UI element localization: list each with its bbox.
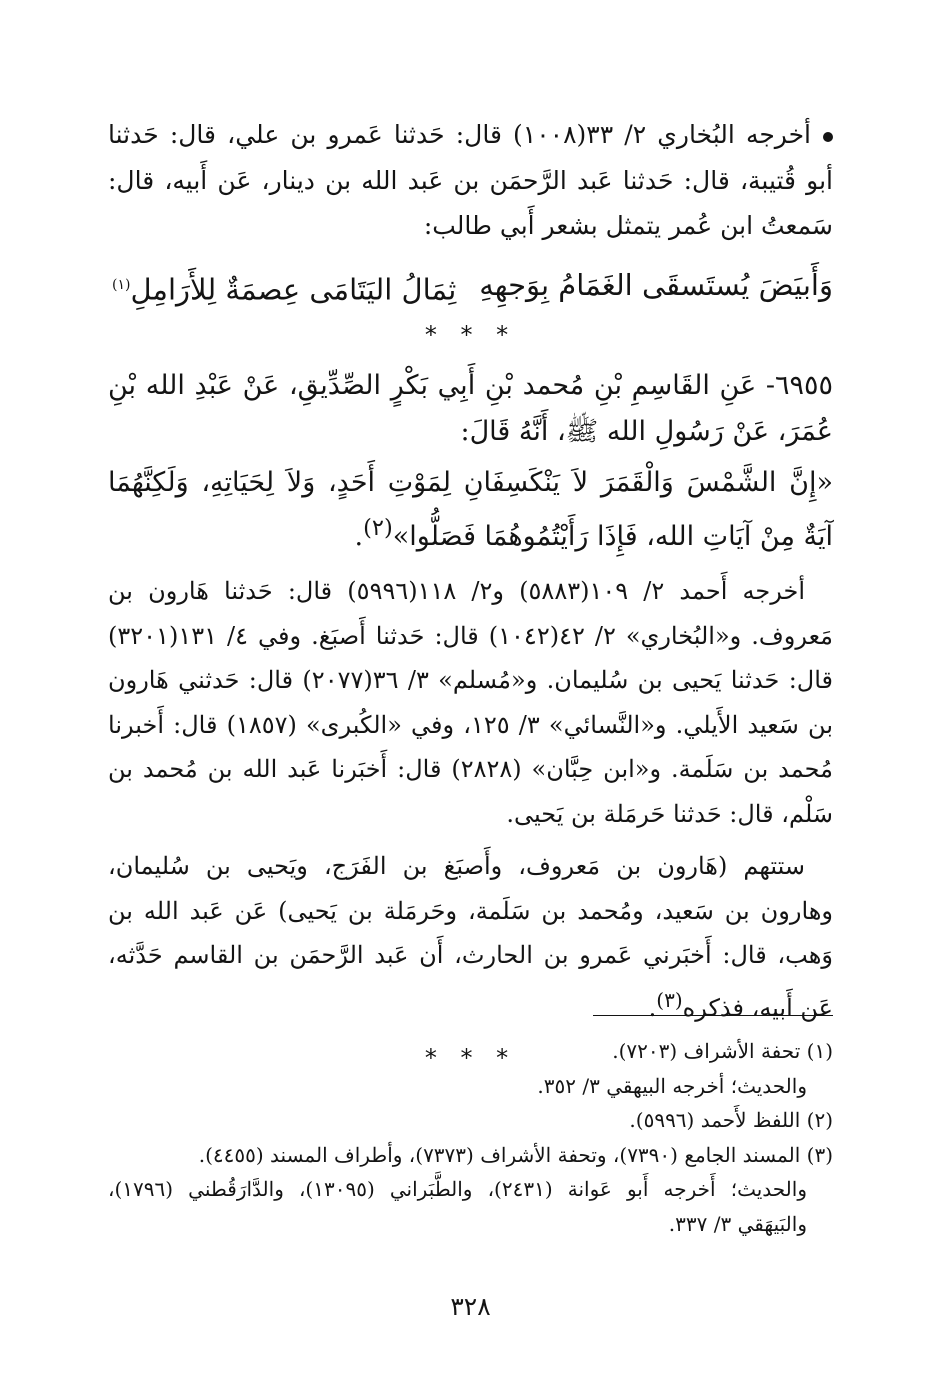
footnote-2: (٢) اللفظ لأَحمد (٥٩٩٦). bbox=[629, 1108, 833, 1132]
hadith-matn: «إِنَّ الشَّمْسَ وَالْقَمَرَ لاَ يَنْكَسِفَانِ لِمَوْتِ أَحَدٍ، وَلاَ لِحَيَاتِهِ، وَلَكِنَّهُمَا آيَةٌ مِنْ آيَاتِ الله، فَإِذَا رَأَيْتُمُوهُمَا فَصَلُّوا»$^{(٢)}$. bbox=[108, 467, 833, 552]
page-number: ٣٢٨ bbox=[450, 1292, 491, 1321]
hadith-isnad: ٦٩٥٥- عَنِ القَاسِمِ بْنِ مُحمد بْنِ أَبِي بَكْرٍ الصِّدِّيقِ، عَنْ عَبْدِ الله بْنِ عُمَرَ، عَنْ رَسُولِ الله ﷺ، أَنَّهُ قَالَ: bbox=[108, 370, 833, 447]
intro-paragraph bbox=[108, 112, 833, 249]
takhrij-paragraph-1-text: أخرجه أَحمد ٢/ ١٠٩(٥٨٨٣) و٢/ ١١٨(٥٩٩٦) قال: حَدثنا هَارون بن مَعروف. و«البُخاري» ٢/ ٤٢(١٠٤٢) قال: حَدثنا أَصبَغ. وفي ٤/ ١٣١(٣٢٠١) قال: حَدثنا يَحيى بن سُليمان. و«مُسلم» ٣/ ٣٦(٢٠٧٧) قال: حَدثني هَارون بن سَعيد الأَيلي. و«النَّسائي» ٣/ ١٢٥، وفي «الكُبرى» (١٨٥٧) قال: أَخبرنا مُحمد بن سَلَمة. و«ابن حِبَّان» (٢٨٢٨) قال: أَخبَرنا عَبد الله بن مُحمد بن سَلْم، قال: حَدثنا حَرمَلة بن يَحيى. bbox=[108, 577, 834, 828]
poetry-verse bbox=[108, 263, 833, 312]
section-separator: * * * bbox=[424, 321, 517, 350]
footnote-mark-1: (١) bbox=[112, 276, 131, 293]
main-text bbox=[108, 112, 833, 1086]
verse-second-hemistich-text: ثِمَالُ اليَتَامَى عِصمَةٌ لِلأَرَامِلِ bbox=[130, 272, 457, 307]
takhrij-paragraph-2: ستتهم (هَارون بن مَعروف، وأَصبَغ بن الفَرَج، ويَحيى بن سُليمان، وهارون بن سَعيد، ومُحمد بن سَلَمة، وحَرمَلة بن يَحيى) عَن عَبد الله بن وَهب، قال: أَخبَرني عَمرو بن الحارث، أَن عَبد الرَّحمَن بن القاسم حَدَّثه، عَن أَبيه، فذكره$^{(٣)}$. bbox=[108, 852, 833, 1022]
footnote-divider bbox=[593, 1015, 833, 1016]
bullet-icon bbox=[823, 132, 833, 142]
footnote-3: (٣) المسند الجامع (٧٣٩٠)، وتحفة الأشراف (٧٣٧٣)، وأطراف المسند (٤٤٥٥). bbox=[198, 1142, 833, 1167]
hadith-matn-text: «إِنَّ الشَّمْسَ وَالْقَمَرَ لاَ يَنْكَسِفَانِ لِمَوْتِ أَحَدٍ، وَلاَ لِحَيَاتِهِ، وَلَكِنَّهُمَا آيَةٌ مِنْ آيَاتِ الله، فَإِذَا رَأَيْتُمُوهُمَا فَصَلُّوا» bbox=[108, 467, 833, 552]
takhrij-paragraph-2-text: ستتهم (هَارون بن مَعروف، وأَصبَغ بن الفَرَج، ويَحيى بن سُليمان، وهارون بن سَعيد، ومُحمد بن سَلَمة، وحَرمَلة بن يَحيى) عَن عَبد الله بن وَهب، قال: أَخبَرني عَمرو بن الحارث، أَن عَبد الرَّحمَن بن القاسم حَدَّثه، عَن أَبيه، فذكره bbox=[108, 852, 833, 1022]
footnote-1: (١) تحفة الأشراف (٧٢٠٣). bbox=[612, 1039, 833, 1063]
footnote-3-continuation: والحديث؛ أَخرجه أَبو عَوانة (٢٤٣١)، والطَّبَراني (١٣٠٩٥)، والدَّارَقُطني (١٧٩٦)، والبَيهَقي ٣/ ٣٣٧. bbox=[108, 1177, 807, 1236]
verse-first-hemistich: وَأَبيَضَ يُستَسقَى الغَمَامُ بِوَجهِهِ bbox=[479, 267, 833, 302]
intro-text: أخرجه البُخاري ٢/ ٣٣(١٠٠٨) قال: حَدثنا عَمرو بن علي، قال: حَدثنا أبو قُتيبة، قال: حَدثنا عَبد الرَّحمَن بن عَبد الله بن دينار، عَن أَبيه، قال: سَمعتُ ابن عُمر يتمثل بشعر أَبي طالب: bbox=[108, 120, 833, 240]
footnote-mark-2: (٢) bbox=[363, 514, 393, 541]
verse-second-hemistich bbox=[112, 263, 456, 312]
takhrij-paragraph-1 bbox=[108, 569, 833, 836]
footnotes bbox=[108, 1034, 833, 1241]
footnote-1-continuation: والحديث؛ أخرجه البيهقي ٣/ ٣٥٢. bbox=[537, 1073, 807, 1098]
section-separator-2: * * * bbox=[424, 1044, 517, 1073]
footnote-mark-3: (٣) bbox=[656, 987, 683, 1012]
